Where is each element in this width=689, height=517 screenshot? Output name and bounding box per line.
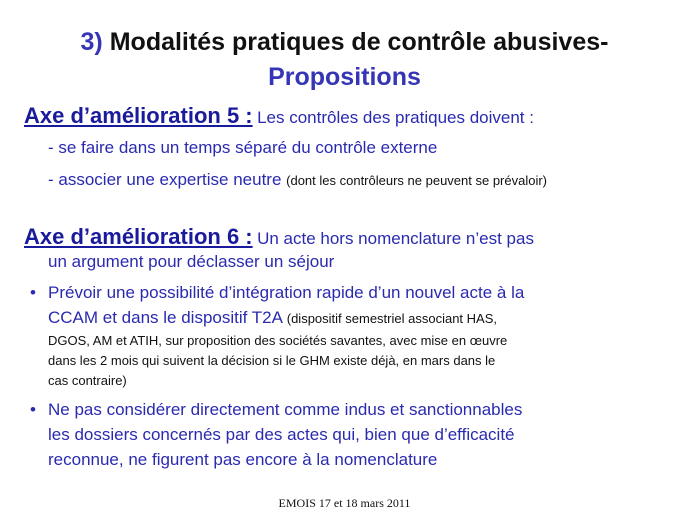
axe6-text-line2: un argument pour déclasser un séjour: [48, 252, 335, 271]
bullet-1-note-line3: dans les 2 mois qui suivent la décision si le GHM existe déjà, en mars dans le: [48, 353, 496, 368]
axe5-heading: Axe d’amélioration 5 :: [24, 103, 253, 128]
bullet-1-note-line2: DGOS, AM et ATIH, sur proposition des sociétés savantes, avec mise en œuvre: [48, 333, 508, 348]
bullet-1-note-line4: cas contraire): [48, 373, 127, 388]
axe5-item-2-text: - associer une expertise neutre: [48, 170, 282, 189]
axe5-item-1: - se faire dans un temps séparé du contrôle externe: [48, 138, 438, 157]
title-line2: Propositions: [268, 63, 421, 91]
axe6-row: [24, 224, 534, 250]
axe5-row: [24, 103, 534, 129]
footer: EMOIS 17 et 18 mars 2011: [278, 496, 411, 510]
axe5-text: Les contrôles des pratiques doivent :: [257, 108, 534, 127]
bullet-2-line1: Ne pas considérer directement comme indus et sanctionnables: [48, 400, 523, 419]
bullet-2-symbol: •: [30, 400, 36, 419]
bullet-2-line2: les dossiers concernés par des actes qui, bien que d’efficacité: [48, 425, 515, 444]
bullet-1-line2: [48, 306, 497, 331]
bullet-1-line2-note: (dispositif semestriel associant HAS,: [286, 311, 497, 326]
axe5-item-2: [48, 168, 547, 193]
bullet-1-line1: Prévoir une possibilité d’intégration rapide d’un nouvel acte à la: [48, 283, 525, 302]
slide-title: [0, 27, 689, 57]
axe6-text-line1: Un acte hors nomenclature n’est pas: [257, 229, 534, 248]
axe6-heading: Axe d’amélioration 6 :: [24, 224, 253, 249]
title-line1: Modalités pratiques de contrôle abusives-: [109, 28, 609, 56]
bullet-1-line2-text: CCAM et dans le dispositif T2A: [48, 308, 283, 327]
bullet-2-line3: reconnue, ne figurent pas encore à la nomenclature: [48, 450, 438, 469]
axe5-item-2-note: (dont les contrôleurs ne peuvent se prévaloir): [286, 173, 548, 188]
title-number: 3): [80, 28, 103, 56]
bullet-1-symbol: •: [30, 283, 36, 302]
